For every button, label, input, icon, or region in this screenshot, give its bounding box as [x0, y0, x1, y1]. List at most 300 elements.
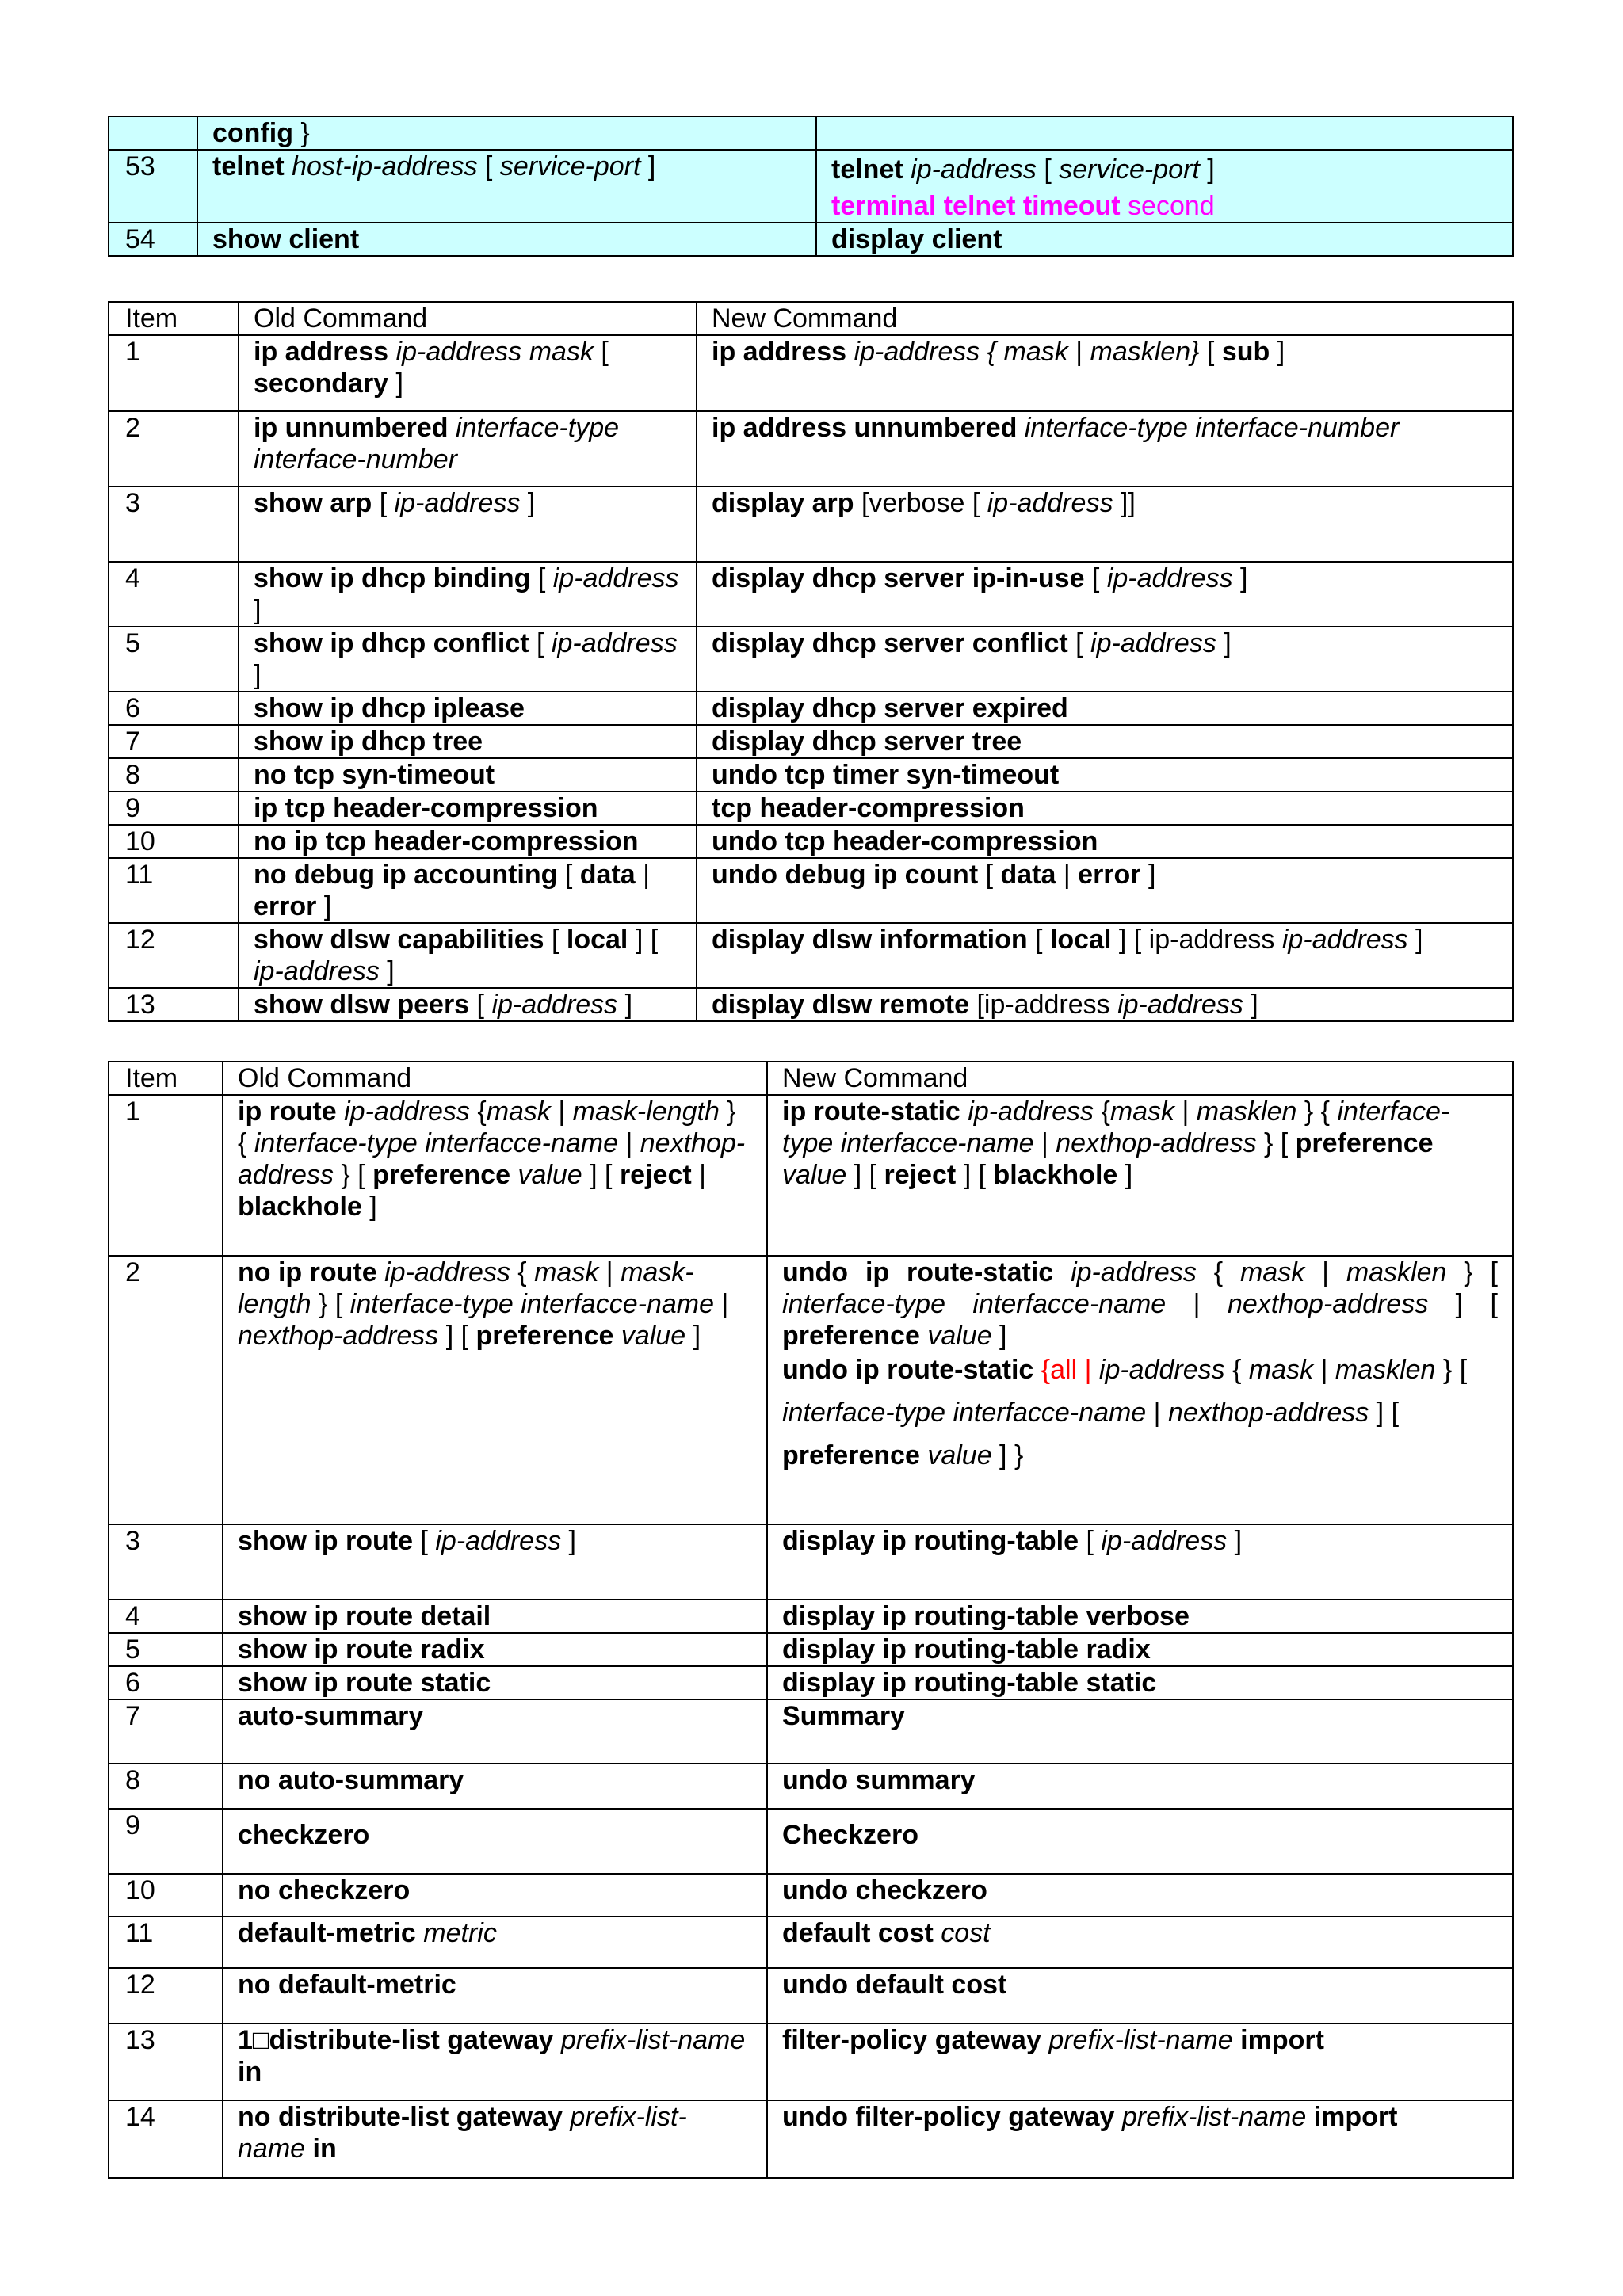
command-text	[305, 2134, 312, 2164]
command-text: ip-address	[911, 154, 1037, 185]
old-command-cell	[223, 2023, 767, 2100]
new-command-cell	[767, 1809, 1513, 1874]
command-text: ]	[1270, 337, 1285, 367]
command-text: undo checkzero	[782, 1875, 987, 1905]
command-text: display dlsw information	[712, 925, 1028, 955]
command-text: display dhcp server expired	[712, 693, 1068, 723]
command-text: interface-type interfacce-name	[782, 1398, 1147, 1428]
old-command-cell	[223, 2100, 767, 2178]
command-text: show ip dhcp tree	[254, 727, 483, 757]
new-command-cell	[697, 692, 1513, 725]
command-text: prefix-list-name	[1121, 2102, 1307, 2132]
new-command-cell	[767, 2023, 1513, 2100]
command-text: } {	[238, 1097, 736, 1158]
command-text: {all |	[1041, 1355, 1092, 1385]
table-row	[109, 1256, 1513, 1524]
command-text: undo default cost	[782, 1970, 1007, 2000]
table-row	[109, 1968, 1513, 2023]
command-text: local	[566, 925, 628, 955]
command-text: {	[1196, 1257, 1240, 1287]
command-text: |	[1033, 1128, 1056, 1158]
command-text: nexthop-address	[238, 1128, 746, 1190]
item-cell: 14	[109, 2100, 223, 2178]
command-text: masklen	[1196, 1097, 1297, 1127]
command-text: show ip route radix	[238, 1634, 485, 1665]
command-text: in	[238, 2057, 262, 2087]
header-old-command: Old Command	[223, 1062, 767, 1095]
command-text: |	[1056, 860, 1079, 890]
item-cell: 5	[109, 1633, 223, 1666]
command-text: show arp	[254, 488, 372, 518]
old-command-cell	[239, 335, 697, 411]
command-text: value	[782, 1160, 847, 1190]
command-text: Checkzero	[782, 1820, 918, 1850]
command-table-ip	[108, 301, 1514, 1022]
old-command-cell	[239, 486, 697, 562]
command-text: ip tcp header-compression	[254, 793, 598, 823]
command-text: [	[978, 860, 1001, 890]
new-command-cell	[767, 1917, 1513, 1968]
header-old-command: Old Command	[239, 302, 697, 335]
old-command-cell	[197, 223, 816, 256]
command-text: [	[1084, 563, 1107, 593]
new-command-cell	[697, 825, 1513, 858]
command-text: [	[1027, 925, 1050, 955]
command-text: interface-type interfacce-name	[254, 1128, 619, 1158]
command-text: ] [	[846, 1160, 884, 1190]
command-text: no default-metric	[238, 1970, 456, 2000]
command-text: ip-address mask	[395, 337, 594, 367]
command-text: prefix-list-name	[1048, 2025, 1233, 2055]
table-row	[109, 1699, 1513, 1764]
command-text: {	[1224, 1355, 1249, 1385]
command-text: ] [	[582, 1160, 620, 1190]
command-text: display dhcp server ip-in-use	[712, 563, 1085, 593]
command-text: undo tcp timer syn-timeout	[712, 760, 1060, 790]
new-command-cell	[816, 116, 1513, 150]
command-text: [	[557, 860, 580, 890]
command-text: ip-address	[1098, 1355, 1225, 1385]
command-text: display client	[831, 224, 1002, 254]
command-text	[1017, 413, 1024, 443]
command-text: [	[530, 563, 553, 593]
item-cell: 12	[109, 1968, 223, 2023]
command-text: display arp	[712, 488, 854, 518]
command-text: ip route-static	[782, 1097, 960, 1127]
old-command-cell	[239, 627, 697, 692]
command-text: ip-address	[394, 488, 521, 518]
old-command-cell	[223, 1764, 767, 1809]
item-cell: 3	[109, 486, 239, 562]
command-text: display dlsw remote	[712, 990, 969, 1020]
command-text: } [	[1435, 1355, 1468, 1385]
command-text: [	[593, 337, 609, 367]
command-text: ip-address	[1071, 1257, 1197, 1287]
command-text: value	[517, 1160, 582, 1190]
command-text: mask	[1239, 1257, 1305, 1287]
command-text: |	[1304, 1257, 1346, 1287]
header-item: Item	[109, 1062, 223, 1095]
command-text	[846, 337, 854, 367]
item-cell: 5	[109, 627, 239, 692]
table-row	[109, 1874, 1513, 1917]
command-text: |	[635, 860, 650, 890]
command-text: no tcp syn-timeout	[254, 760, 495, 790]
command-text: ip-address { mask	[854, 337, 1068, 367]
new-command-cell	[697, 858, 1513, 923]
command-text: service-port	[1059, 154, 1200, 185]
item-cell: 2	[109, 411, 239, 486]
command-text: telnet	[831, 154, 903, 185]
command-text	[920, 1440, 927, 1470]
old-command-cell	[239, 692, 697, 725]
old-command-cell	[239, 562, 697, 627]
command-text: ]	[1140, 860, 1156, 890]
command-text: ]	[561, 1526, 576, 1556]
item-cell: 13	[109, 988, 239, 1021]
command-text: {	[510, 1257, 535, 1287]
command-text: undo debug ip count	[712, 860, 979, 890]
old-command-cell	[197, 116, 816, 150]
command-text: |	[598, 1257, 621, 1287]
table-row	[109, 791, 1513, 825]
command-text: ]	[379, 956, 395, 986]
table-row	[109, 627, 1513, 692]
table-row	[109, 1524, 1513, 1600]
command-text	[388, 337, 395, 367]
command-text	[1091, 1355, 1098, 1385]
command-text: display ip routing-table	[782, 1526, 1079, 1556]
command-text: ]	[685, 1321, 701, 1351]
command-text: ]	[361, 1192, 377, 1222]
command-text: undo ip route-static	[782, 1257, 1054, 1287]
table-row	[109, 150, 1513, 223]
command-text: preference	[475, 1321, 614, 1351]
command-text: ip address	[712, 337, 847, 367]
item-cell: 12	[109, 923, 239, 988]
command-text: ]	[254, 660, 262, 690]
command-text	[416, 1918, 423, 1948]
command-text: [ip-address	[969, 990, 1118, 1020]
command-text: ] }	[991, 1440, 1024, 1470]
table-row	[109, 692, 1513, 725]
command-text: [	[1079, 1526, 1102, 1556]
new-command-cell	[767, 1699, 1513, 1764]
new-command-cell	[697, 627, 1513, 692]
command-text: }	[292, 118, 310, 148]
new-command-cell	[697, 791, 1513, 825]
command-text: ]	[640, 151, 656, 181]
table-row	[109, 486, 1513, 562]
table-row	[109, 923, 1513, 988]
command-text: ]]	[1113, 488, 1136, 518]
new-command-line	[831, 154, 1498, 185]
command-text: ]	[1117, 1160, 1133, 1190]
item-cell: 7	[109, 725, 239, 758]
command-text: |	[1166, 1289, 1228, 1319]
command-text: mask	[1109, 1097, 1175, 1127]
item-cell: 53	[109, 150, 197, 223]
command-text: ip address	[254, 337, 389, 367]
new-command-cell	[767, 1600, 1513, 1633]
table-row	[109, 562, 1513, 627]
command-text: show ip route	[238, 1526, 413, 1556]
command-text: ]	[316, 891, 332, 921]
new-command-cell	[816, 223, 1513, 256]
command-text: display ip routing-table static	[782, 1668, 1157, 1698]
command-text: |	[1313, 1355, 1335, 1385]
command-text: [	[529, 628, 552, 658]
old-command-cell	[223, 1256, 767, 1524]
old-command-cell	[223, 1968, 767, 2023]
command-text: display ip routing-table radix	[782, 1634, 1151, 1665]
command-text: nexthop-address	[1227, 1289, 1429, 1319]
table-row	[109, 2100, 1513, 2178]
command-text	[285, 151, 292, 181]
command-text: show ip route detail	[238, 1601, 491, 1631]
command-text: {	[469, 1097, 487, 1127]
new-command-cell	[697, 411, 1513, 486]
command-text: [verbose [	[854, 488, 987, 518]
command-text: nexthop-address	[1056, 1128, 1257, 1158]
new-command-line	[782, 1348, 1498, 1477]
old-command-cell	[223, 1666, 767, 1699]
command-text: ]	[388, 368, 403, 399]
item-cell: 10	[109, 825, 239, 858]
command-text: ip-address	[551, 628, 678, 658]
command-text: ]	[1199, 154, 1215, 185]
command-text: host-ip-address	[292, 151, 478, 181]
command-text: show ip route static	[238, 1668, 491, 1698]
item-cell: 6	[109, 692, 239, 725]
command-text: mask-length	[572, 1097, 720, 1127]
command-text: terminal telnet timeout	[831, 191, 1121, 221]
table-row	[109, 335, 1513, 411]
command-text: blackhole	[993, 1160, 1118, 1190]
command-text	[377, 1257, 384, 1287]
command-text: ]	[991, 1321, 1007, 1351]
new-command-cell	[697, 725, 1513, 758]
command-text: |	[714, 1289, 729, 1319]
command-text	[1306, 2102, 1313, 2132]
command-text: tcp header-compression	[712, 793, 1025, 823]
item-cell: 7	[109, 1699, 223, 1764]
command-text: |	[1067, 337, 1090, 367]
command-text: value	[927, 1440, 992, 1470]
command-text: ip-address	[987, 488, 1113, 518]
command-text: value	[927, 1321, 992, 1351]
item-cell: 4	[109, 562, 239, 627]
command-text: show ip dhcp conflict	[254, 628, 529, 658]
command-text	[1041, 2025, 1048, 2055]
command-text: interface-type interfacce-name	[782, 1289, 1167, 1319]
item-cell: 11	[109, 1917, 223, 1968]
item-cell: 54	[109, 223, 197, 256]
new-command-cell	[767, 1524, 1513, 1600]
new-command-cell	[767, 1095, 1513, 1256]
command-text: ip unnumbered	[254, 413, 449, 443]
command-text	[960, 1097, 968, 1127]
new-command-cell	[697, 923, 1513, 988]
command-text: |	[1146, 1398, 1168, 1428]
command-text: no distribute-list gateway	[238, 2102, 563, 2132]
command-table-telnet	[108, 116, 1514, 257]
command-text: ip-address	[491, 990, 618, 1020]
command-text: ip-address	[254, 956, 380, 986]
command-text: ]	[254, 595, 262, 625]
command-text: ]	[1407, 925, 1423, 955]
command-text: local	[1049, 925, 1112, 955]
old-command-cell	[239, 858, 697, 923]
command-text: checkzero	[238, 1820, 370, 1850]
command-text: masklen	[1335, 1355, 1436, 1385]
command-text: no debug ip accounting	[254, 860, 558, 890]
command-text: show ip dhcp binding	[254, 563, 531, 593]
command-text: import	[1240, 2025, 1324, 2055]
item-cell: 11	[109, 858, 239, 923]
command-text: {	[1094, 1097, 1110, 1127]
old-command-cell	[223, 1633, 767, 1666]
table-row	[109, 223, 1513, 256]
new-command-cell	[767, 1666, 1513, 1699]
old-command-cell	[223, 1095, 767, 1256]
command-text: [	[1199, 337, 1222, 367]
command-text: ]	[1232, 563, 1248, 593]
command-text: preference	[782, 1440, 920, 1470]
command-text: show dlsw peers	[254, 990, 470, 1020]
command-text: ] [	[956, 1160, 994, 1190]
command-text: ]	[1216, 628, 1232, 658]
command-text: |	[691, 1160, 706, 1190]
new-command-cell	[767, 1874, 1513, 1917]
table-row	[109, 1764, 1513, 1809]
command-text: default cost	[782, 1918, 934, 1948]
command-text: sub	[1221, 337, 1270, 367]
command-text: import	[1313, 2102, 1398, 2132]
item-cell: 9	[109, 1809, 223, 1874]
command-text: no ip tcp header-compression	[254, 826, 639, 856]
command-text: metric	[423, 1918, 497, 1948]
new-command-cell	[767, 1256, 1513, 1524]
command-text: interface-type interface-number	[254, 413, 620, 475]
command-text: Summary	[782, 1701, 905, 1731]
command-text: [	[469, 990, 492, 1020]
command-text: ip route	[238, 1097, 337, 1127]
command-text	[613, 1321, 621, 1351]
table-header-row	[109, 302, 1513, 335]
command-text: no checkzero	[238, 1875, 411, 1905]
command-text: } {	[1296, 1097, 1338, 1127]
old-command-cell	[197, 150, 816, 223]
command-text: ]	[617, 990, 633, 1020]
item-cell: 10	[109, 1874, 223, 1917]
table-row	[109, 411, 1513, 486]
table-row	[109, 825, 1513, 858]
table-row	[109, 725, 1513, 758]
command-text: data	[1000, 860, 1056, 890]
item-cell: 9	[109, 791, 239, 825]
command-text: ip-address	[968, 1097, 1094, 1127]
command-text	[563, 2102, 570, 2132]
new-command-cell	[697, 988, 1513, 1021]
command-text: ip-address	[435, 1526, 562, 1556]
item-cell: 3	[109, 1524, 223, 1600]
command-text: ]	[1243, 990, 1258, 1020]
header-new-command: New Command	[767, 1062, 1513, 1095]
old-command-cell	[239, 923, 697, 988]
command-text: ] [	[438, 1321, 476, 1351]
item-cell: 2	[109, 1256, 223, 1524]
command-text: display dhcp server conflict	[712, 628, 1068, 658]
command-text: error	[1078, 860, 1141, 890]
command-text: masklen}	[1090, 337, 1200, 367]
command-text: error	[254, 891, 317, 921]
command-text: ip-address	[1090, 628, 1216, 658]
command-text: ]	[1227, 1526, 1243, 1556]
old-command-cell	[223, 1524, 767, 1600]
new-command-cell	[697, 335, 1513, 411]
new-command-cell	[767, 1764, 1513, 1809]
command-text: |	[1174, 1097, 1197, 1127]
table-row	[109, 858, 1513, 923]
command-text: } [	[311, 1289, 350, 1319]
command-text: prefix-list-name	[238, 2102, 687, 2164]
command-text: show dlsw capabilities	[254, 925, 544, 955]
command-text: undo tcp header-compression	[712, 826, 1098, 856]
command-text: telnet	[212, 151, 285, 181]
table-row	[109, 1633, 1513, 1666]
old-command-cell	[239, 791, 697, 825]
old-command-cell	[239, 411, 697, 486]
command-text: display ip routing-table verbose	[782, 1601, 1190, 1631]
table-row	[109, 988, 1513, 1021]
command-text: nexthop-address	[1167, 1398, 1369, 1428]
command-text: masklen	[1346, 1257, 1447, 1287]
new-command-line	[782, 1257, 1498, 1352]
command-text: ip-address	[1117, 990, 1243, 1020]
command-text	[1114, 2102, 1121, 2132]
command-text	[449, 413, 456, 443]
command-text	[553, 2025, 560, 2055]
new-command-cell	[767, 1633, 1513, 1666]
command-text: second	[1120, 191, 1215, 221]
table-row	[109, 1917, 1513, 1968]
item-cell: 1	[109, 1095, 223, 1256]
command-text: blackhole	[238, 1192, 362, 1222]
command-text: ]	[520, 488, 536, 518]
command-text: } [	[1256, 1128, 1296, 1158]
item-cell: 4	[109, 1600, 223, 1633]
command-text: 1□distribute-list gateway	[238, 2025, 554, 2055]
command-text: |	[550, 1097, 573, 1127]
item-cell: 6	[109, 1666, 223, 1699]
item-cell	[109, 116, 197, 150]
item-cell: 13	[109, 2023, 223, 2100]
command-text: show ip dhcp iplease	[254, 693, 525, 723]
command-table-route	[108, 1061, 1514, 2179]
command-text: [	[477, 151, 500, 181]
new-command-cell	[767, 2100, 1513, 2178]
command-text: ip-address	[552, 563, 679, 593]
table-row	[109, 758, 1513, 791]
header-new-command: New Command	[697, 302, 1513, 335]
command-text: ] [	[628, 925, 659, 955]
command-text: service-port	[499, 151, 641, 181]
command-text	[1053, 1257, 1071, 1287]
command-text	[920, 1321, 927, 1351]
table-row	[109, 2023, 1513, 2100]
command-text: filter-policy gateway	[782, 2025, 1041, 2055]
